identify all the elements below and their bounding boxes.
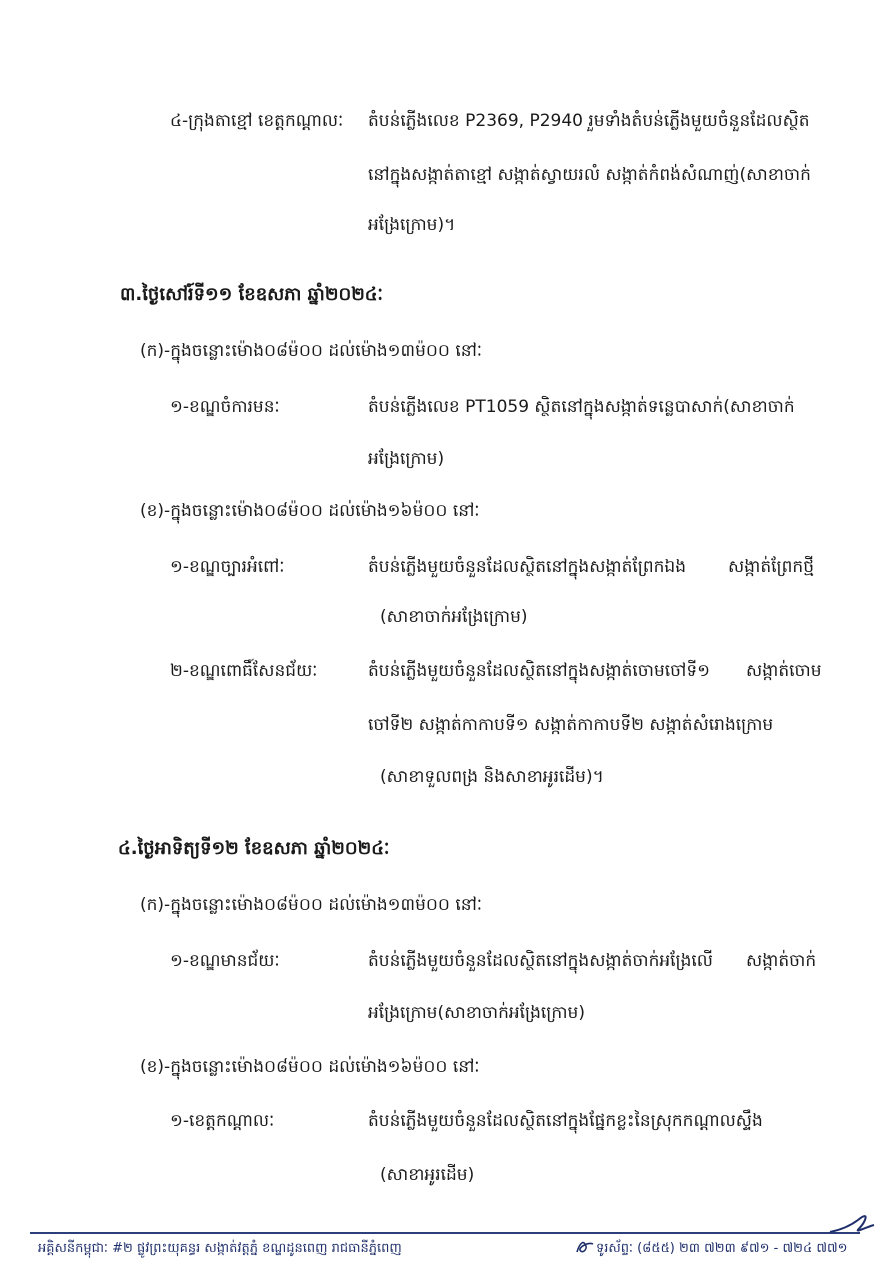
footer-address: អគ្គិសនីកម្ពុជាៈ #២ ផ្លូវព្រះយុគន្ធរ សង្កាត់វត្តភ្នំ ខណ្ឌដូនពេញ រាជធានីភ្នំពេញ — [38, 1241, 402, 1256]
item-text: តំបន់ភ្លើងមួយចំនួនដែលស្ថិតនៅក្នុងផ្នែកខ្លះនៃស្រុកកណ្ដាលស្ទឹង — [368, 1111, 763, 1131]
item-text: សង្កាត់ចាក់ — [746, 951, 817, 971]
item-label: ២-ខណ្ឌពោធិ៍សែនជ័យៈ — [170, 661, 318, 681]
time-range: (ខ)-ក្នុងចន្លោះម៉ោង០៨ម៉០០ ដល់ម៉ោង១៦ម៉០០ នៅៈ — [140, 501, 480, 521]
item-label: ១-ខណ្ឌច្បារអំពៅៈ — [170, 557, 285, 577]
item-label: ១-ខណ្ឌចំការមនៈ — [170, 397, 280, 417]
footer-phone: ទូរស័ព្ទៈ (៨៥៥) ២៣ ៧២៣ ៩៧១ - ៧២៤ ៧៧១ — [596, 1241, 848, 1256]
day-heading: ៣.ថ្ងៃសៅរ៍ទី១១ ខែឧសភា ឆ្នាំ២០២៤ៈ — [120, 284, 384, 305]
item-text: អង្រែក្រោម) — [368, 449, 445, 469]
time-range: (ក)-ក្នុងចន្លោះម៉ោង០៨ម៉០០ ដល់ម៉ោង១៣ម៉០០ នៅៈ — [140, 341, 483, 361]
item-text: (សាខាអូរដើម) — [380, 1165, 475, 1185]
day-heading: ៤.ថ្ងៃអាទិត្យទី១២ ខែឧសភា ឆ្នាំ២០២៤ៈ — [118, 838, 390, 859]
item-text: (សាខាទួលពង្រ និងសាខាអូរដើម)។ — [380, 767, 604, 787]
item-text: សង្កាត់ចោម — [746, 661, 822, 681]
item-label: ១-ខេត្តកណ្ដាលៈ — [170, 1111, 275, 1131]
item-text: (សាខាចាក់អង្រែក្រោម) — [380, 607, 528, 627]
initial-signature-icon — [826, 1210, 878, 1240]
time-range: (ខ)-ក្នុងចន្លោះម៉ោង០៨ម៉០០ ដល់ម៉ោង១៦ម៉០០ នៅៈ — [140, 1057, 480, 1077]
item-text: អង្រែក្រោម)។ — [368, 215, 456, 235]
item-label: ១-ខណ្ឌមានជ័យៈ — [170, 951, 280, 971]
footer-divider — [30, 1232, 860, 1234]
signature-icon — [574, 1236, 596, 1258]
time-range: (ក)-ក្នុងចន្លោះម៉ោង០៨ម៉០០ ដល់ម៉ោង១៣ម៉០០ នៅៈ — [140, 895, 483, 915]
item-label: ៤-ក្រុងតាខ្មៅ ខេត្តកណ្ដាលៈ — [170, 111, 344, 131]
item-text: អង្រែក្រោម(សាខាចាក់អង្រែក្រោម) — [368, 1003, 585, 1023]
item-text: តំបន់ភ្លើងលេខ P2369, P2940 រួមទាំងតំបន់ភ្លើងមួយចំនួនដែលស្ថិត — [368, 111, 810, 131]
item-text: តំបន់ភ្លើងមួយចំនួនដែលស្ថិតនៅក្នុងសង្កាត់ព្រែកឯង — [368, 557, 687, 577]
item-text: តំបន់ភ្លើងមួយចំនួនដែលស្ថិតនៅក្នុងសង្កាត់ចាក់អង្រែលើ — [368, 951, 713, 971]
item-text: តំបន់ភ្លើងមួយចំនួនដែលស្ថិតនៅក្នុងសង្កាត់ចោមចៅទី១ — [368, 661, 710, 681]
item-text: តំបន់ភ្លើងលេខ PT1059 ស្ថិតនៅក្នុងសង្កាត់ទន្លេបាសាក់(សាខាចាក់ — [368, 397, 795, 417]
item-text: ចៅទី២ សង្កាត់កាកាបទី១ សង្កាត់កាកាបទី២ សង្កាត់សំរោងក្រោម — [368, 715, 774, 735]
item-text: សង្កាត់ព្រែកថ្មី — [728, 557, 814, 577]
item-text: នៅក្នុងសង្កាត់តាខ្មៅ សង្កាត់ស្វាយរលំ សង្កាត់កំពង់សំណាញ់(សាខាចាក់ — [368, 165, 811, 185]
